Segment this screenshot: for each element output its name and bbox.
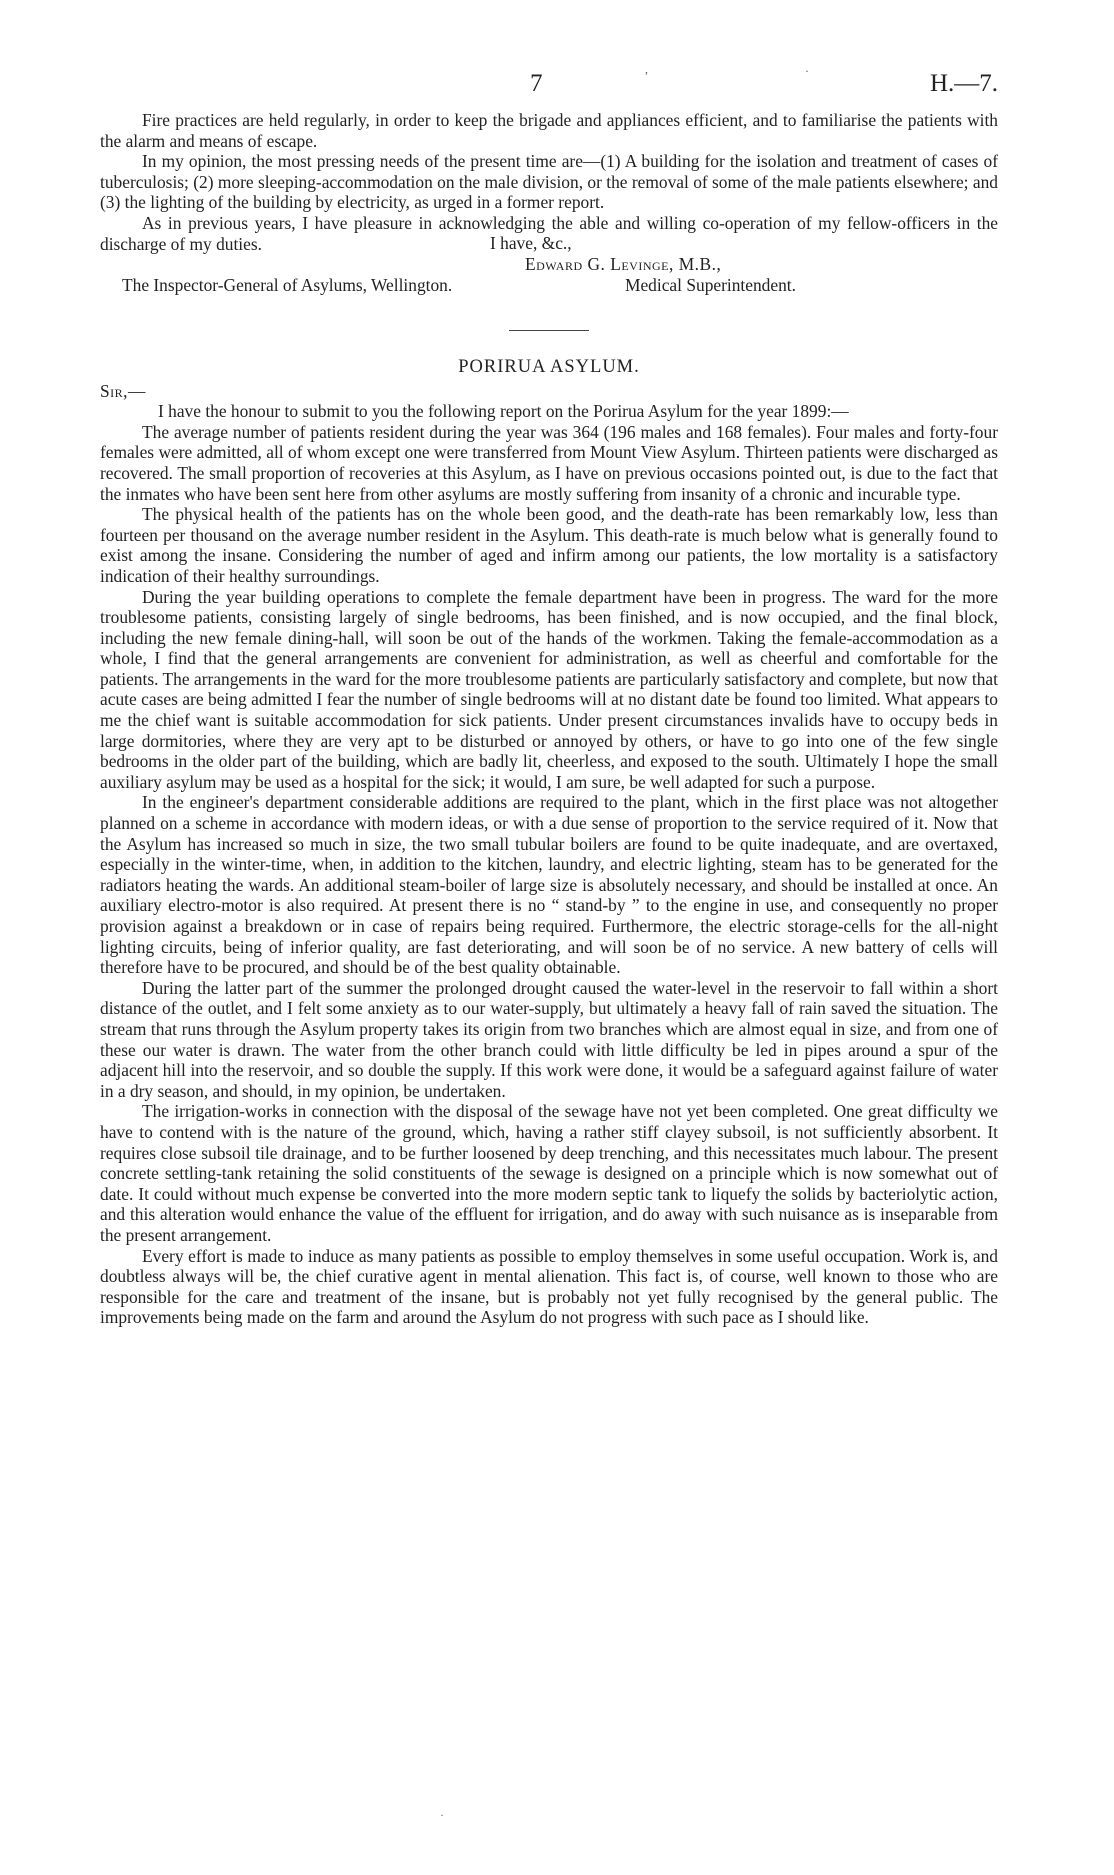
paragraph: In my opinion, the most pressing needs of the present time are—(1) A building for the isolation and treatment of cases of tuberculosis; (2) more sleeping-accommodation on the male division, or the removal of some of the male patients elsewhere; and (3) the lighting of the building by electricity, as urged in a former report. — [100, 151, 998, 213]
porirua-report-body — [100, 401, 998, 1328]
page-number: 7 — [530, 70, 543, 97]
section-divider — [509, 330, 589, 331]
paragraph: Fire practices are held regularly, in order to keep the brigade and appliances efficient, and to familiarise the patients with the alarm and means of escape. — [100, 110, 998, 151]
salutation: Sir,— — [100, 381, 146, 402]
signatory-title: Medical Superintendent. — [625, 275, 796, 296]
signatory-name: Edward G. Levinge, M.B., — [525, 254, 722, 275]
paragraph: During the latter part of the summer the prolonged drought caused the water-level in the reservoir to fall within a short distance of the outlet, and I felt some anxiety as to our water-supply, but ultimately a heavy fall of rain saved the situation. The stream that runs through the Asylum property takes its origin from two branches which are almost equal in size, and from one of these our water is drawn. The water from the other branch could with little difficulty be led in pipes around a spur of the adjacent hill into the reservoir, and so double the supply. If this work were done, it would be a safeguard against failure of water in a dry season, and should, in my opinion, be undertaken. — [100, 977, 998, 1101]
paragraph: The physical health of the patients has on the whole been good, and the death-rate has been remarkably low, less than fourteen per thousand on the average number resident in the Asylum. This death-rate is much below what is generally found to exist among the insane. Considering the number of aged and infirm among our patients, the low mortality is a satisfactory indication of their healthy surroundings. — [100, 504, 998, 586]
page-speck: · — [805, 64, 809, 78]
paragraph: In the engineer's department considerable additions are required to the plant, which in the first place was not altogether planned on a scheme in accordance with modern ideas, or with a due sense of proportion to the service required of it. Now that the Asylum has increased so much in size, the two small tubular boilers are found to be quite inadequate, and are overtaxed, especially in the winter-time, when, in addition to the kitchen, laundry, and electric lighting, steam has to be generated for the radiators heating the wards. An additional steam-boiler of large size is absolutely necessary, and should be installed at once. An auxiliary electro-motor is also required. At present there is no “ stand-by ” to the engine in use, and consequently no proper provision against a breakdown or in case of repairs being required. Furthermore, the electric storage-cells for the all-night lighting circuits, being of inferior quality, are fast deteriorating, and will soon be of no service. A new battery of cells will therefore have to be procured, and should be of the best quality obtainable. — [100, 792, 998, 978]
paragraph: During the year building operations to complete the female department have been in progress. The ward for the more troublesome patients, consisting largely of single bedrooms, has been finished, and is now occupied, and the final block, including the new female dining-hall, will soon be out of the hands of the workmen. Taking the female-accommodation as a whole, I find that the general arrangements are convenient for administration, as well as cheerful and comfortable for the patients. The arrangements in the ward for the more troublesome patients are particularly satisfactory and complete, but now that acute cases are being admitted I fear the number of single bedrooms will at no distant date be found too limited. What appears to me the chief want is suitable accommodation for sick patients. Under present circumstances invalids have to occupy beds in large dormitories, where they are very apt to be disturbed or annoyed by others, or have to go into one of the few single bedrooms in the older part of the building, which are badly lit, cheerless, and exposed to the south. Ultimately I hope the small auxiliary asylum may be used as a hospital for the sick; it would, I am sure, be well adapted for such a purpose. — [100, 586, 998, 792]
document-page — [100, 62, 998, 1328]
page-speck: · — [440, 1808, 444, 1822]
document-reference: H.—7. — [929, 70, 998, 97]
addressee: The Inspector-General of Asylums, Wellington. — [122, 275, 453, 296]
closing-phrase: I have, &c., — [490, 233, 572, 254]
page-header — [100, 62, 998, 110]
paragraph: I have the honour to submit to you the following report on the Porirua Asylum for the year 1899:— — [158, 401, 849, 422]
paragraph: As in previous years, I have pleasure in acknowledging the able and willing co-operation of my fellow-officers in the discharge of my duties. — [100, 212, 998, 254]
paragraph: Every effort is made to induce as many patients as possible to employ themselves in some useful occupation. Work is, and doubtless always will be, the chief curative agent in mental alienation. This fact is, of course, well known to those who are responsible for the care and treatment of the insane, but is probably not yet fully recognised by the general public. The improvements being made on the farm and around the Asylum do not progress with such pace as I should like. — [100, 1245, 998, 1328]
previous-report-ending — [100, 110, 998, 316]
section-title: PORIRUA ASYLUM. — [458, 357, 640, 378]
paragraph: The average number of patients resident during the year was 364 (196 males and 168 females). Four males and forty-four females were admitted, all of whom except one were transferred from Mount View Asylum. Thirteen patients were discharged as recovered. The small proportion of recoveries at this Asylum, as I have on previous occasions pointed out, is due to the fact that the inmates who have been sent here from other asylums are mostly suffering from insanity of a chronic and incurable type. — [100, 421, 998, 504]
page-speck: , — [645, 62, 648, 76]
paragraph: The irrigation-works in connection with the disposal of the sewage have not yet been completed. One great difficulty we have to contend with is the nature of the ground, which, having a rather stiff clayey subsoil, is not sufficiently absorbent. It requires close subsoil tile drainage, and to be further loosened by deep trenching, and this necessitates much labour. The present concrete settling-tank retaining the solid constituents of the sewage is designed on a principle which is now somewhat out of date. It could without much expense be converted into the more modern septic tank to liquefy the solids by bacteriolytic action, and this alteration would enhance the value of the effluent for irrigation, and do away with such nuisance as is inseparable from the present arrangement. — [100, 1101, 998, 1245]
